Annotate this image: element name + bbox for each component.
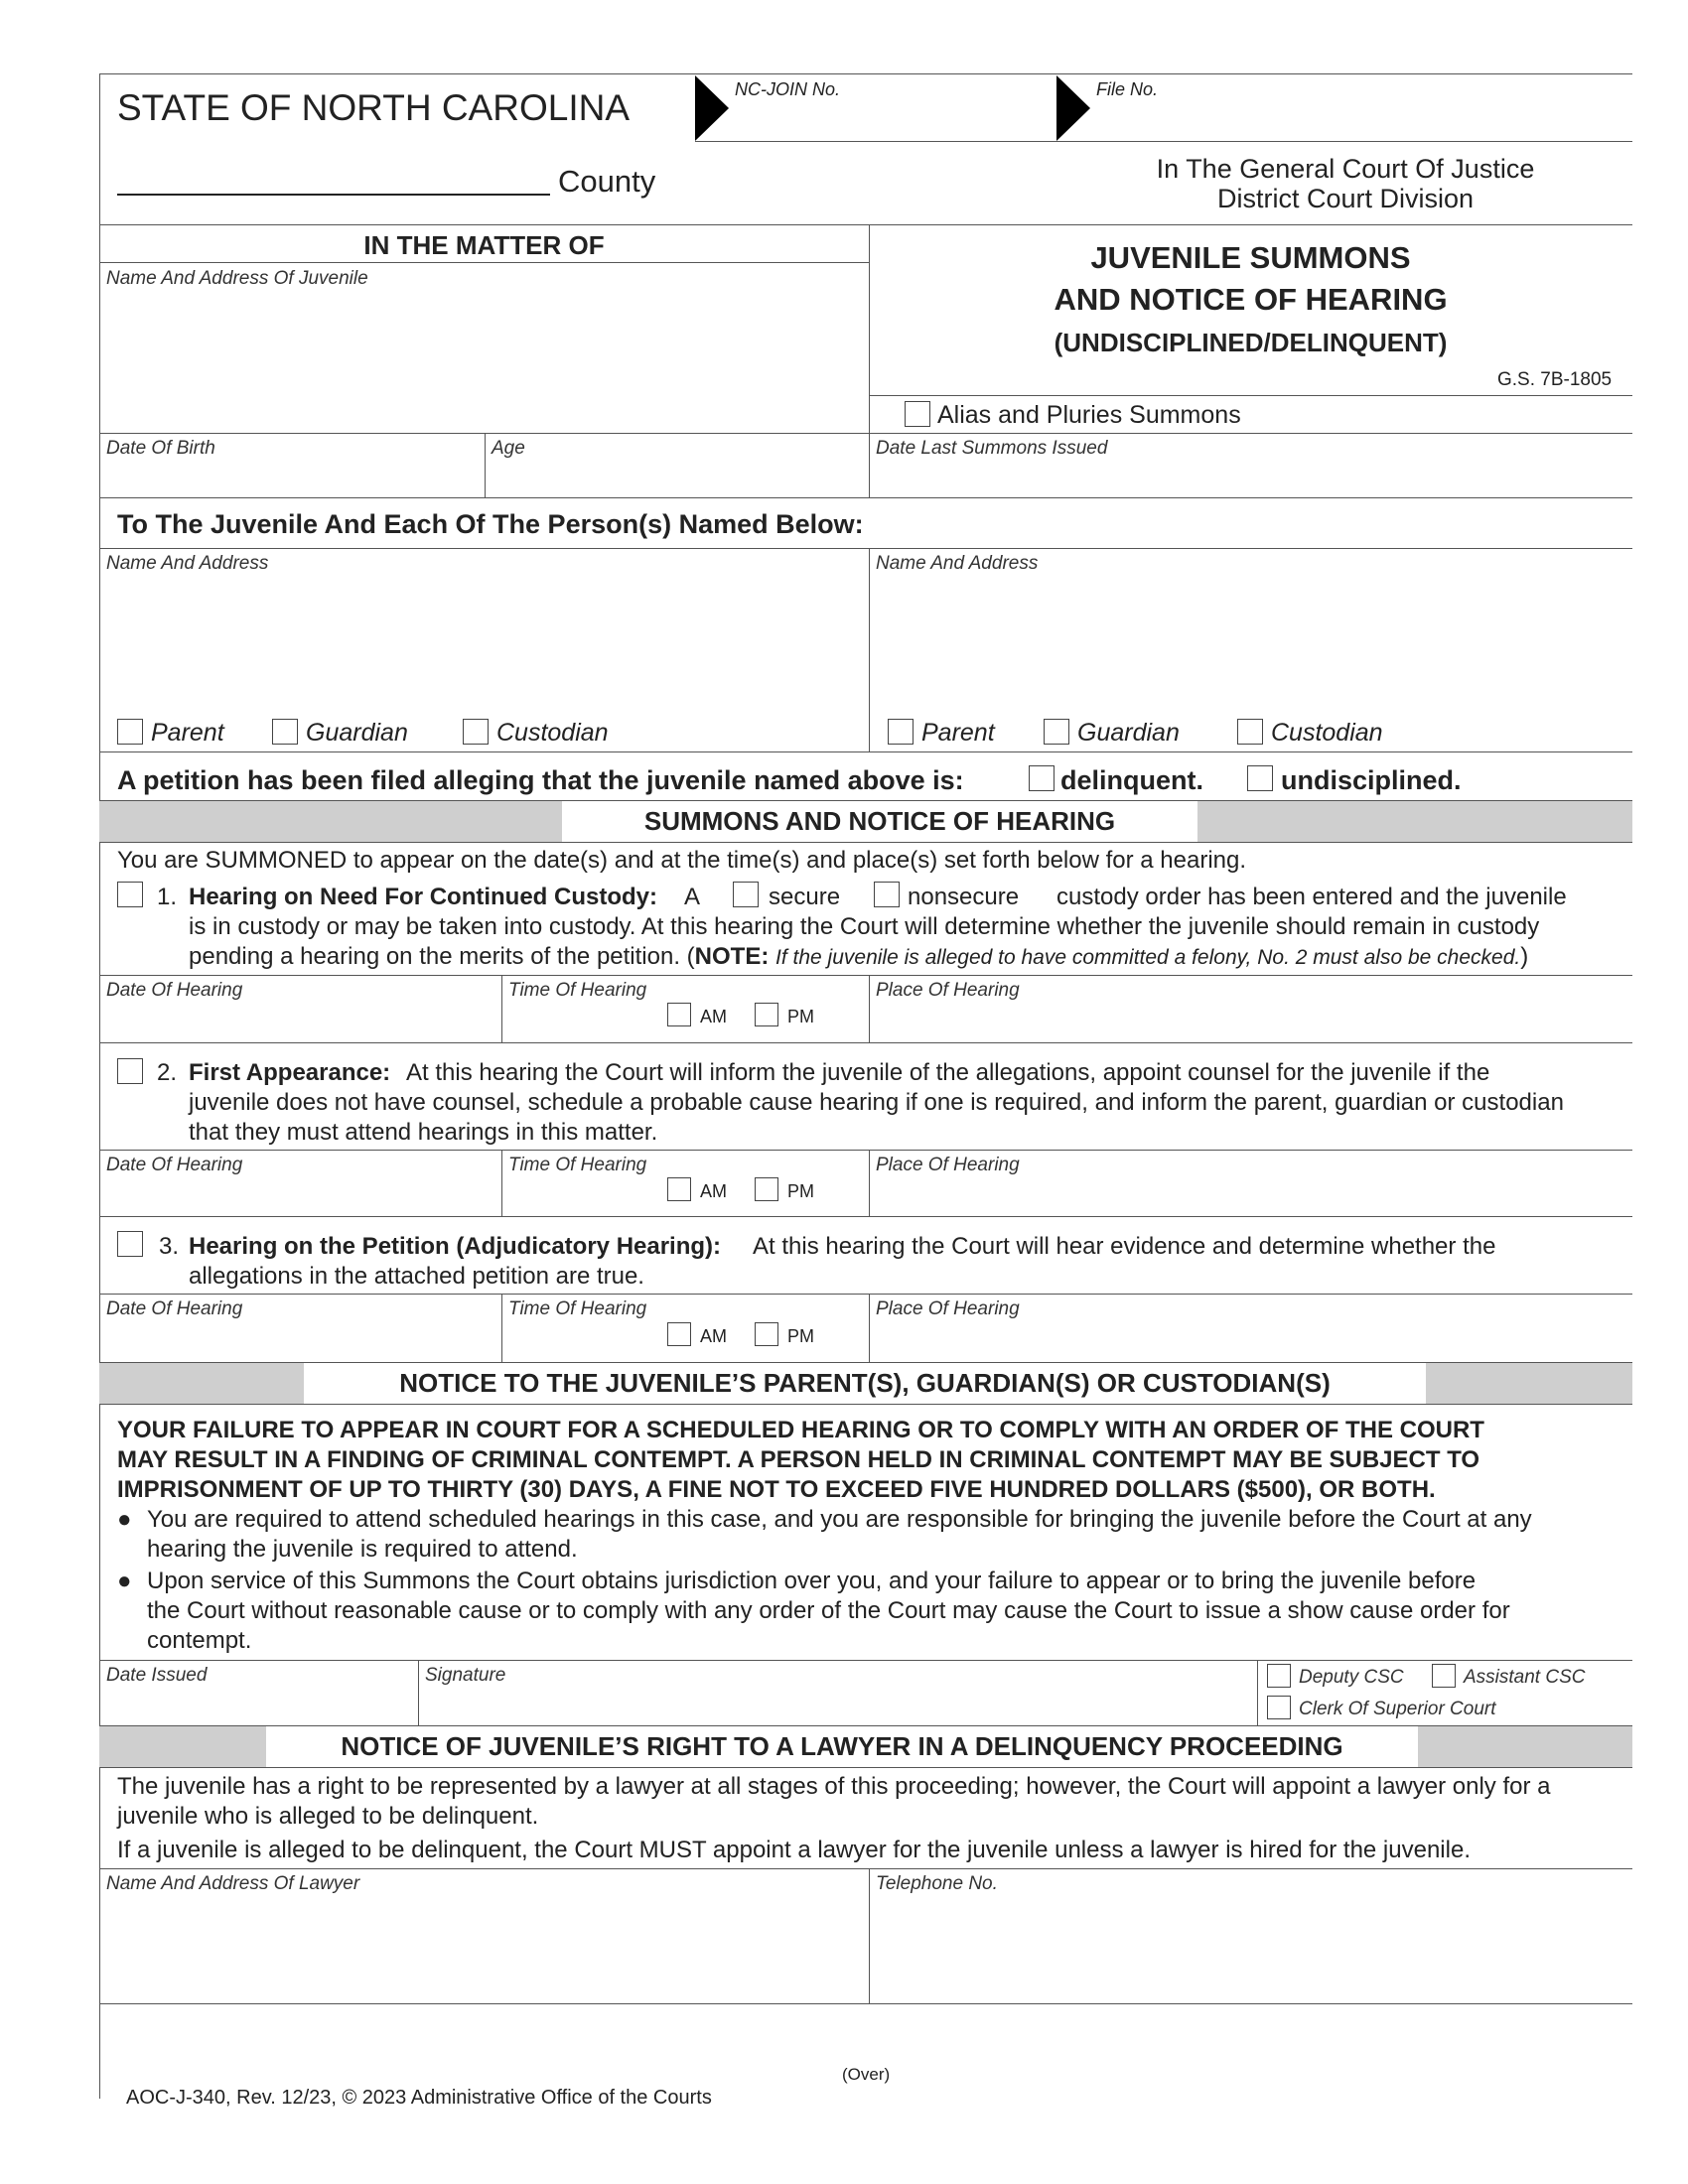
- summons-intro: You are SUMMONED to appear on the date(s) and at the time(s) and place(s) set forth below for a hearing.: [117, 847, 1247, 874]
- persons-heading: To The Juvenile And Each Of The Person(s) Named Below:: [117, 509, 864, 539]
- h1-date-input[interactable]: [106, 1003, 493, 1036]
- undisciplined-label: undisciplined.: [1281, 765, 1462, 795]
- h2-am-label: AM: [700, 1181, 727, 1201]
- person1-name-input[interactable]: [106, 576, 861, 705]
- date-issued-label: Date Issued: [106, 1665, 208, 1686]
- deputy-csc-checkbox[interactable]: [1267, 1664, 1291, 1688]
- nonsecure-label: nonsecure: [908, 884, 1020, 910]
- county-label: County: [558, 164, 656, 199]
- lawyer-p1-line2: juvenile who is alleged to be delinquent.: [117, 1803, 539, 1830]
- h2-place-input[interactable]: [876, 1177, 1620, 1211]
- hearing1-line2: is in custody or may be taken into custody. At this hearing the Court will determine whether the juvenile should remain in custody: [189, 913, 1540, 940]
- h1-time-label: Time Of Hearing: [508, 980, 647, 1001]
- h3-pm-checkbox[interactable]: [755, 1322, 778, 1346]
- title-line1: JUVENILE SUMMONS: [1090, 240, 1411, 275]
- file-input[interactable]: [1096, 103, 1613, 139]
- h1-date-label: Date Of Hearing: [106, 980, 243, 1001]
- hearing1-a: A: [684, 884, 701, 910]
- h2-date-label: Date Of Hearing: [106, 1155, 243, 1175]
- bullet1-line1: You are required to attend scheduled hearings in this case, and you are responsible for bringing the juvenile before the Court at any: [147, 1506, 1532, 1533]
- dob-label: Date Of Birth: [106, 438, 215, 459]
- age-input[interactable]: [492, 461, 859, 494]
- bullet1-line2: hearing the juvenile is required to attend.: [147, 1536, 578, 1563]
- person2-custodian-label: Custodian: [1271, 719, 1383, 747]
- matter-heading: IN THE MATTER OF: [363, 230, 605, 260]
- bullet2-line2: the Court without reasonable cause or to comply with any order of the Court may cause the Court to issue a show cause order for: [147, 1597, 1510, 1624]
- person2-guardian-label: Guardian: [1077, 719, 1180, 747]
- h1-place-input[interactable]: [876, 1003, 1620, 1036]
- lawyer-p1-line1: The juvenile has a right to be represented by a lawyer at all stages of this proceeding; however, the Court will appoint a lawyer only for a: [117, 1773, 1551, 1800]
- petition-text: A petition has been filed alleging that the juvenile named above is:: [117, 765, 964, 795]
- over-label: (Over): [842, 2065, 891, 2084]
- undisciplined-checkbox[interactable]: [1247, 765, 1273, 791]
- signature-input[interactable]: [425, 1688, 1249, 1721]
- h2-date-input[interactable]: [106, 1177, 493, 1211]
- h3-date-label: Date Of Hearing: [106, 1298, 243, 1319]
- county-input[interactable]: [117, 159, 550, 191]
- bullet2-line3: contempt.: [147, 1627, 252, 1654]
- warning-line1: YOUR FAILURE TO APPEAR IN COURT FOR A SCHEDULED HEARING OR TO COMPLY WITH AN ORDER OF THE COURT: [117, 1417, 1484, 1443]
- h1-place-label: Place Of Hearing: [876, 980, 1020, 1001]
- alias-label: Alias and Pluries Summons: [937, 401, 1241, 429]
- court-line1: In The General Court Of Justice: [1156, 154, 1535, 184]
- alias-checkbox[interactable]: [905, 401, 930, 427]
- person1-custodian-label: Custodian: [496, 719, 609, 747]
- person2-name-input[interactable]: [876, 576, 1620, 705]
- state-title: STATE OF NORTH CAROLINA: [117, 87, 630, 128]
- statute: G.S. 7B-1805: [1497, 369, 1613, 390]
- person2-parent-checkbox[interactable]: [888, 719, 914, 745]
- hearing1-line1-end: custody order has been entered and the juvenile: [1056, 884, 1567, 910]
- hearing3-num: 3.: [159, 1233, 180, 1260]
- bullet2-line1: Upon service of this Summons the Court obtains jurisdiction over you, and your failure to appear or to bring the juvenile before: [147, 1568, 1477, 1594]
- telephone-label: Telephone No.: [876, 1873, 998, 1894]
- clerk-label: Clerk Of Superior Court: [1299, 1699, 1496, 1719]
- h2-place-label: Place Of Hearing: [876, 1155, 1020, 1175]
- hearing3-line2: allegations in the attached petition are true.: [189, 1263, 644, 1290]
- h1-pm-label: PM: [787, 1007, 814, 1026]
- person2-guardian-checkbox[interactable]: [1044, 719, 1069, 745]
- h1-am-label: AM: [700, 1007, 727, 1026]
- lawyer-name-label: Name And Address Of Lawyer: [106, 1873, 360, 1894]
- telephone-input[interactable]: [876, 1898, 1620, 1932]
- title-line2: AND NOTICE OF HEARING: [1054, 282, 1448, 317]
- delinquent-checkbox[interactable]: [1029, 765, 1055, 791]
- hearing2-line2: juvenile does not have counsel, schedule a probable cause hearing if one is required, and inform the parent, guardian or custodian: [189, 1089, 1564, 1116]
- file-arrow-icon: [1056, 75, 1090, 141]
- assistant-csc-checkbox[interactable]: [1432, 1664, 1456, 1688]
- h3-place-input[interactable]: [876, 1321, 1620, 1355]
- person1-parent-label: Parent: [151, 719, 224, 747]
- assistant-csc-label: Assistant CSC: [1464, 1667, 1586, 1688]
- ncjoin-arrow-icon: [695, 75, 729, 141]
- person1-custodian-checkbox[interactable]: [463, 719, 489, 745]
- h1-pm-checkbox[interactable]: [755, 1003, 778, 1026]
- ncjoin-input[interactable]: [735, 103, 1053, 139]
- age-label: Age: [492, 438, 525, 459]
- file-label: File No.: [1096, 79, 1159, 99]
- dob-input[interactable]: [106, 461, 474, 494]
- hearing1-line3: pending a hearing on the merits of the petition. (NOTE: If the juvenile is alleged to have committed a felony, No. 2 must also be checked.): [189, 943, 1529, 970]
- person2-parent-label: Parent: [921, 719, 995, 747]
- nonsecure-checkbox[interactable]: [874, 882, 900, 907]
- person1-parent-checkbox[interactable]: [117, 719, 143, 745]
- summons-heading: SUMMONS AND NOTICE OF HEARING: [562, 800, 1197, 842]
- lawyer-name-input[interactable]: [106, 1898, 861, 1997]
- juvenile-name-label: Name And Address Of Juvenile: [106, 268, 368, 289]
- h2-pm-label: PM: [787, 1181, 814, 1201]
- hearing2-num: 2.: [157, 1059, 178, 1086]
- delinquent-label: delinquent.: [1060, 765, 1203, 795]
- person1-guardian-label: Guardian: [306, 719, 408, 747]
- person2-custodian-checkbox[interactable]: [1237, 719, 1263, 745]
- juvenile-name-input[interactable]: [106, 292, 861, 429]
- secure-checkbox[interactable]: [733, 882, 759, 907]
- last-summons-label: Date Last Summons Issued: [876, 438, 1108, 459]
- county-underline: [117, 194, 550, 196]
- h3-place-label: Place Of Hearing: [876, 1298, 1020, 1319]
- bullet1-dot: ●: [117, 1506, 132, 1533]
- court-line2: District Court Division: [1216, 184, 1475, 213]
- hearing3-line1: At this hearing the Court will hear evidence and determine whether the: [753, 1233, 1496, 1260]
- h1-am-checkbox[interactable]: [667, 1003, 691, 1026]
- form-number: AOC-J-340, Rev. 12/23, © 2023 Administrative Office of the Courts: [126, 2087, 712, 2109]
- secure-label: secure: [769, 884, 841, 910]
- hearing1-title: Hearing on Need For Continued Custody:: [189, 884, 657, 910]
- lawyer-heading: NOTICE OF JUVENILE’S RIGHT TO A LAWYER IN A DELINQUENCY PROCEEDING: [266, 1725, 1418, 1767]
- hearing2-line1: At this hearing the Court will inform the juvenile of the allegations, appoint counsel for the juvenile if the: [406, 1059, 1490, 1086]
- deputy-csc-label: Deputy CSC: [1299, 1667, 1404, 1688]
- person1-guardian-checkbox[interactable]: [272, 719, 298, 745]
- hearing2-line3: that they must attend hearings in this matter.: [189, 1119, 658, 1146]
- h3-am-checkbox[interactable]: [667, 1322, 691, 1346]
- signature-label: Signature: [425, 1665, 506, 1686]
- hearing3-title: Hearing on the Petition (Adjudicatory Hearing):: [189, 1233, 722, 1260]
- h3-pm-label: PM: [787, 1326, 814, 1346]
- title-line3: (UNDISCIPLINED/DELINQUENT): [1054, 328, 1448, 357]
- last-summons-input[interactable]: [876, 461, 1620, 494]
- h2-time-label: Time Of Hearing: [508, 1155, 647, 1175]
- date-issued-input[interactable]: [106, 1688, 410, 1721]
- lawyer-p2: If a juvenile is alleged to be delinquent, the Court MUST appoint a lawyer for the juvenile unless a lawyer is hired for the juvenile.: [117, 1837, 1471, 1863]
- h3-time-label: Time Of Hearing: [508, 1298, 647, 1319]
- hearing1-num: 1.: [157, 884, 178, 910]
- hearing1-checkbox[interactable]: [117, 882, 143, 907]
- hearing2-title: First Appearance:: [189, 1059, 391, 1086]
- bullet2-dot: ●: [117, 1568, 132, 1594]
- h2-pm-checkbox[interactable]: [755, 1177, 778, 1201]
- h2-am-checkbox[interactable]: [667, 1177, 691, 1201]
- h3-am-label: AM: [700, 1326, 727, 1346]
- clerk-checkbox[interactable]: [1267, 1696, 1291, 1719]
- warning-line2: MAY RESULT IN A FINDING OF CRIMINAL CONTEMPT. A PERSON HELD IN CRIMINAL CONTEMPT MAY BE SUBJECT TO: [117, 1446, 1480, 1473]
- person1-name-label: Name And Address: [106, 553, 269, 574]
- ncjoin-label: NC-JOIN No.: [735, 79, 841, 99]
- h3-date-input[interactable]: [106, 1321, 493, 1355]
- hearing3-checkbox[interactable]: [117, 1231, 143, 1257]
- hearing2-checkbox[interactable]: [117, 1058, 143, 1084]
- notice-parents-heading: NOTICE TO THE JUVENILE’S PARENT(S), GUARDIAN(S) OR CUSTODIAN(S): [304, 1362, 1426, 1404]
- person2-name-label: Name And Address: [876, 553, 1039, 574]
- warning-line3: IMPRISONMENT OF UP TO THIRTY (30) DAYS, A FINE NOT TO EXCEED FIVE HUNDRED DOLLARS ($500), OR BOTH.: [117, 1476, 1436, 1503]
